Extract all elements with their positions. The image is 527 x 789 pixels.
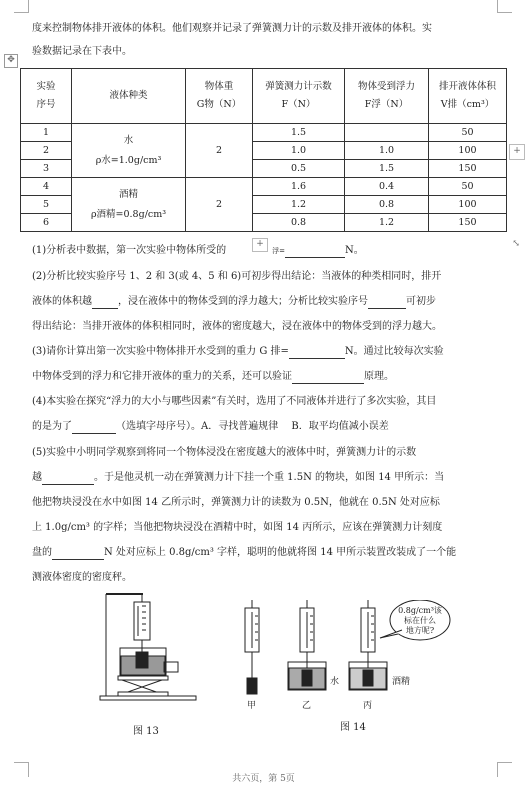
question-2-line-1: (2)分析比较实验序号 1、2 和 3(或 4、5 和 6)可初步得出结论：当液体的种类相同时，排开: [32, 271, 442, 282]
answer-blank-3a[interactable]: [289, 348, 345, 359]
add-row-icon[interactable]: +: [252, 238, 268, 252]
question-1: (1)分析表中数据，第一次实验中物体所受的 浮= N。: [32, 245, 364, 256]
cell-f: 1.6: [253, 178, 345, 196]
question-2-line-3: 得出结论：当排开液体的体积相同时，液体的密度越大，浸在液体中的物体受到的浮力越大。: [32, 321, 442, 332]
cell-fb: 1.0: [345, 142, 429, 160]
answer-blank-1[interactable]: [285, 247, 345, 258]
cell-f: 0.8: [253, 214, 345, 232]
data-table: [20, 68, 507, 232]
label-water: 水: [330, 677, 340, 687]
header-weight: 物体重 G物（N）: [186, 69, 253, 124]
answer-blank-4[interactable]: [72, 423, 116, 434]
cell-no: 2: [21, 142, 72, 160]
cell-f: 0.5: [253, 160, 345, 178]
header-volume: 排开液体体积 V排（cm³）: [429, 69, 507, 124]
cell-fb: 1.2: [345, 214, 429, 232]
figure-14-spring-scales: [230, 600, 480, 715]
intro-line-2: 验数据记录在下表中。: [32, 46, 132, 57]
question-5-line-2: 越 。于是他灵机一动在弹簧测力计下挂一个重 1.5N 的物块，如图 14 甲所示：当: [32, 472, 445, 483]
cell-v: 150: [429, 160, 507, 178]
cell-f: 1.0: [253, 142, 345, 160]
label-yi: 乙: [302, 701, 312, 711]
header-buoyancy: 物体受到浮力 F浮（N）: [345, 69, 429, 124]
answer-blank-2b[interactable]: [368, 298, 406, 309]
cell-fb: 1.5: [345, 160, 429, 178]
corner-mark-top-left: [14, 0, 29, 13]
cell-fb: 0.4: [345, 178, 429, 196]
bubble-text: 0.8g/cm³该 标在什么 地方呢?: [398, 606, 442, 635]
table-resize-icon[interactable]: ⤡: [512, 239, 520, 249]
header-scale-reading: 弹簧测力计示数 F（N）: [253, 69, 345, 124]
cell-no: 3: [21, 160, 72, 178]
figure-14-caption: 图 14: [340, 722, 366, 733]
cell-f: 1.5: [253, 124, 345, 142]
answer-blank-2a[interactable]: [92, 298, 118, 309]
question-5-line-4: 上 1.0g/cm³ 的字样；当他把物块浸没在酒精中时，如图 14 丙所示，应该在弹簧测力计刻度: [32, 522, 443, 533]
figure-13-caption: 图 13: [133, 726, 159, 737]
cell-no: 5: [21, 196, 72, 214]
cell-v: 150: [429, 214, 507, 232]
table-row: [21, 178, 507, 196]
table-move-handle-icon[interactable]: ✥: [4, 54, 18, 68]
question-4-line-2: 的是为了 （选填字母序号）。A．寻找普遍规律 B．取平均值减小误差: [32, 421, 389, 432]
corner-mark-top-right: [497, 0, 512, 13]
cell-no: 6: [21, 214, 72, 232]
intro-line-1: 度来控制物体排开液体的体积。他们观察并记录了弹簧测力计的示数及排开液体的体积。实: [32, 23, 432, 34]
answer-blank-5b[interactable]: [52, 549, 104, 560]
figure-13-apparatus: [98, 588, 198, 708]
cell-v: 100: [429, 196, 507, 214]
label-jia: 甲: [247, 701, 257, 711]
cell-v: 50: [429, 124, 507, 142]
page-footer: 共六页，第 5页: [232, 774, 295, 784]
question-4-line-1: (4)本实验在探究“浮力的大小与哪些因素”有关时，选用了不同液体并进行了多次实验，其目: [32, 396, 437, 407]
table-row: [21, 124, 507, 142]
cell-fb: 0.8: [345, 196, 429, 214]
cell-f: 1.2: [253, 196, 345, 214]
header-index: 实验 序号: [21, 69, 72, 124]
cell-no: 1: [21, 124, 72, 142]
cell-weight-water: 2: [186, 124, 253, 178]
question-3-line-2: 中物体受到的浮力和它排开液体的重力的关系，还可以验证 原理。: [32, 371, 394, 382]
answer-blank-5a[interactable]: [42, 474, 94, 485]
cell-no: 4: [21, 178, 72, 196]
question-5-line-6: 测液体密度的密度秤。: [32, 572, 132, 583]
cell-alcohol: 酒精 ρ酒精=0.8g/cm³: [72, 178, 186, 232]
question-3-line-1: (3)请你计算出第一次实验中物体排开水受到的重力 G 排= N。通过比较每次实验: [32, 346, 444, 357]
question-5-line-5: 盘的 N 处对应标上 0.8g/cm³ 字样，聪明的他就将图 14 甲所示装置改装成了一个能: [32, 547, 457, 558]
label-bing: 丙: [363, 701, 373, 711]
question-5-line-1: (5)实验中小明同学观察到将同一个物体浸没在密度越大的液体中时，弹簧测力计的示数: [32, 447, 417, 458]
cell-water: 水 ρ水=1.0g/cm³: [72, 124, 186, 178]
question-5-line-3: 他把物块浸没在水中如图 14 乙所示时，弹簧测力计的读数为 0.5N，他就在 0.5N 处对应标: [32, 497, 440, 508]
cell-v: 50: [429, 178, 507, 196]
cell-v: 100: [429, 142, 507, 160]
answer-blank-3b[interactable]: [292, 373, 364, 384]
question-2-line-2: 液体的体积越 ，浸在液体中的物体受到的浮力越大；分析比较实验序号 可初步: [32, 296, 436, 307]
header-liquid: 液体种类: [72, 69, 186, 124]
cell-weight-alcohol: 2: [186, 178, 253, 232]
label-alcohol: 酒精: [392, 677, 411, 687]
table-header-row: [21, 69, 507, 124]
add-column-icon[interactable]: +: [509, 144, 525, 160]
cell-fb: [345, 124, 429, 142]
